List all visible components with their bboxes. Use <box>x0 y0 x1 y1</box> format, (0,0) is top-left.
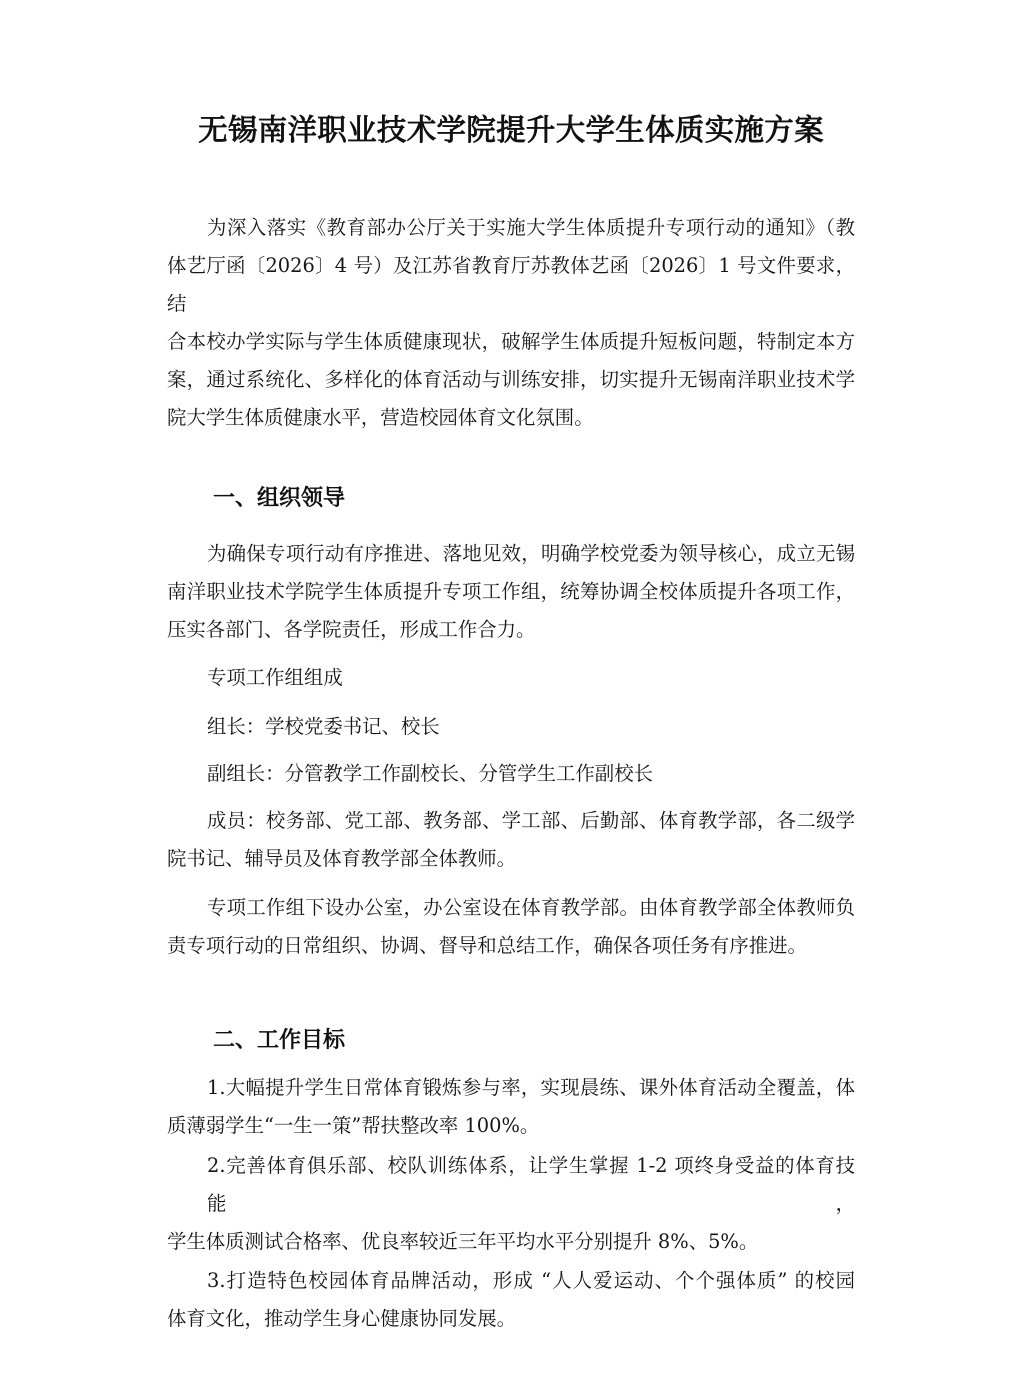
document-body <box>167 209 855 1338</box>
paragraph-line: 院书记、辅导员及体育教学部全体教师。 <box>167 847 517 870</box>
goal-item-1 <box>167 1069 855 1145</box>
paragraph-line: 案，通过系统化、多样化的体育活动与训练安排，切实提升无锡南洋职业技术学 <box>167 368 855 391</box>
paragraph-line: 院大学生体质健康水平，营造校园体育文化氛围。 <box>167 406 594 429</box>
paragraph-line: 3.打造特色校园体育品牌活动，形成 “人人爱运动、个个强体质” 的校园 <box>207 1269 855 1292</box>
paragraph-line: 合本校办学实际与学生体质健康现状，破解学生体质提升短板问题，特制定本方 <box>167 330 855 353</box>
paragraph-line: 专项工作组下设办公室，办公室设在体育教学部。由体育教学部全体教师负 <box>207 896 855 919</box>
goal-item-2 <box>167 1147 855 1261</box>
deputy-group-leader <box>167 755 855 793</box>
page-title: 无锡南洋职业技术学院提升大学生体质实施方案 <box>198 112 824 147</box>
paragraph-line: 南洋职业技术学院学生体质提升专项工作组，统筹协调全校体质提升各项工作， <box>167 580 855 603</box>
organization-paragraph <box>167 535 855 649</box>
paragraph-line: 副组长：分管教学工作副校长、分管学生工作副校长 <box>207 762 653 785</box>
paragraph-line: 成员：校务部、党工部、教务部、学工部、后勤部、体育教学部，各二级学 <box>207 809 855 832</box>
paragraph-line: 责专项行动的日常组织、协调、督导和总结工作，确保各项任务有序推进。 <box>167 934 807 957</box>
intro-paragraph <box>167 209 855 437</box>
working-group-composition <box>167 659 855 697</box>
paragraph-line: 质薄弱学生“一生一策”帮扶整改率 100%。 <box>167 1114 540 1137</box>
paragraph-line: 为确保专项行动有序推进、落地见效，明确学校党委为领导核心，成立无锡 <box>207 542 855 565</box>
paragraph-line: 专项工作组组成 <box>207 666 343 689</box>
group-members <box>167 802 855 878</box>
section-heading-goals: 二、工作目标 <box>213 1027 346 1053</box>
paragraph-line: 为深入落实《教育部办公厅关于实施大学生体质提升专项行动的通知》（教 <box>207 216 855 239</box>
paragraph-line: 压实各部门、各学院责任，形成工作合力。 <box>167 618 536 641</box>
section-heading-organization: 一、组织领导 <box>213 485 346 511</box>
paragraph-line: 体艺厅函〔2026〕4 号）及江苏省教育厅苏教体艺函〔2026〕1 号文件要求，结 <box>167 254 855 315</box>
group-leader <box>167 708 855 746</box>
paragraph-line: 1.大幅提升学生日常体育锻炼参与率，实现晨练、课外体育活动全覆盖，体 <box>207 1076 855 1099</box>
paragraph-line: 组长：学校党委书记、校长 <box>207 715 440 738</box>
office-paragraph <box>167 889 855 965</box>
goal-item-3 <box>167 1262 855 1338</box>
paragraph-line: 学生体质测试合格率、优良率较近三年平均水平分别提升 8%、5%。 <box>167 1230 759 1253</box>
paragraph-line: 2.完善体育俱乐部、校队训练体系，让学生掌握 1-2 项终身受益的体育技能， <box>207 1154 855 1215</box>
paragraph-line: 体育文化，推动学生身心健康协同发展。 <box>167 1307 517 1330</box>
